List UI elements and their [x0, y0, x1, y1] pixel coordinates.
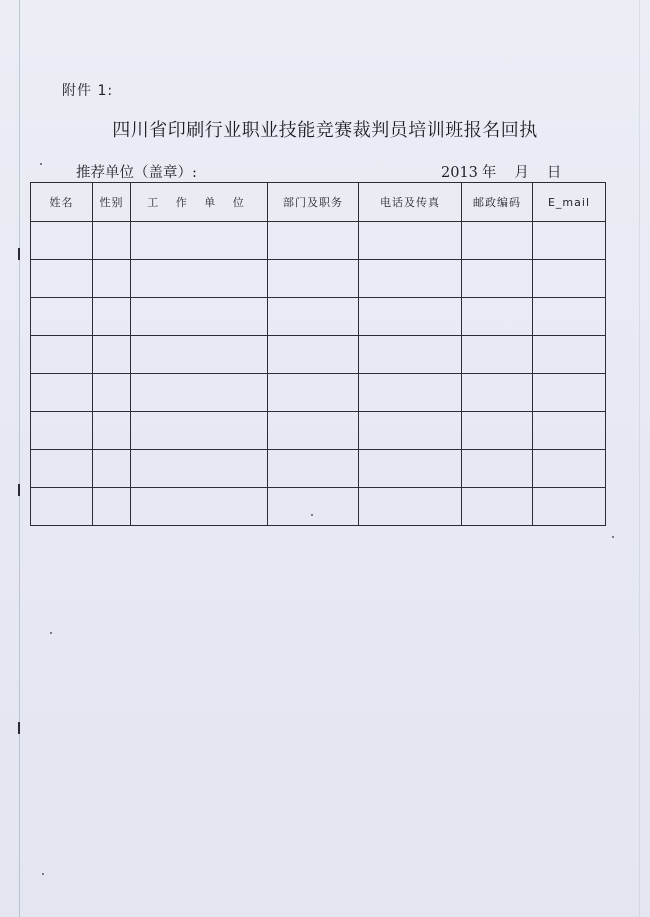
cell-work-unit [131, 298, 268, 336]
cell-department-position [268, 298, 359, 336]
binding-mark [18, 722, 20, 734]
cell-department-position [268, 260, 359, 298]
cell-phone-fax [359, 374, 462, 412]
cell-department-position [268, 222, 359, 260]
date-month-unit: 月 [514, 165, 529, 181]
cell-name [31, 298, 93, 336]
cell-postal-code [462, 336, 533, 374]
date-year-unit: 年 [481, 165, 497, 181]
table-row [31, 222, 606, 260]
cell-postal-code [462, 488, 533, 526]
cell-email [533, 336, 606, 374]
cell-email [533, 488, 606, 526]
cell-gender [93, 336, 131, 374]
cell-email [533, 222, 606, 260]
table-row [31, 412, 606, 450]
cell-email [533, 412, 606, 450]
cell-name [31, 412, 93, 450]
date-line [441, 161, 561, 182]
scan-speck [50, 632, 52, 634]
table-row [31, 488, 606, 526]
cell-gender [93, 412, 131, 450]
scan-speck [42, 873, 44, 875]
scan-speck [612, 536, 614, 538]
table-row [31, 298, 606, 336]
cell-postal-code [462, 450, 533, 488]
cell-postal-code [462, 374, 533, 412]
table-row [31, 374, 606, 412]
cell-gender [93, 222, 131, 260]
cell-postal-code [462, 260, 533, 298]
cell-name [31, 374, 93, 412]
cell-work-unit [131, 336, 268, 374]
table-row [31, 260, 606, 298]
cell-work-unit [131, 374, 268, 412]
cell-phone-fax [359, 298, 462, 336]
cell-gender [93, 374, 131, 412]
cell-email [533, 450, 606, 488]
cell-postal-code [462, 222, 533, 260]
header-department-position: 部门及职务 [268, 183, 359, 222]
cell-email [533, 298, 606, 336]
cell-name [31, 450, 93, 488]
cell-phone-fax [359, 260, 462, 298]
recommending-unit-label: 推荐单位（盖章）: [76, 165, 197, 181]
cell-phone-fax [359, 488, 462, 526]
date-year: 2013 [441, 165, 478, 181]
header-email: E_mail [533, 183, 606, 222]
cell-department-position [268, 336, 359, 374]
cell-phone-fax [359, 450, 462, 488]
cell-name [31, 260, 93, 298]
binding-mark [18, 484, 20, 496]
cell-name [31, 222, 93, 260]
scan-speck [40, 163, 42, 165]
cell-email [533, 374, 606, 412]
header-work-unit: 工 作 单 位 [131, 183, 268, 222]
cell-phone-fax [359, 336, 462, 374]
cell-department-position [268, 412, 359, 450]
cell-work-unit [131, 488, 268, 526]
cell-department-position [268, 450, 359, 488]
header-name: 姓名 [31, 183, 93, 222]
cell-gender [93, 450, 131, 488]
cell-gender [93, 298, 131, 336]
attachment-label: 附件 1: [62, 83, 114, 99]
binding-mark [18, 248, 20, 260]
cell-postal-code [462, 412, 533, 450]
cell-gender [93, 260, 131, 298]
cell-phone-fax [359, 222, 462, 260]
date-day-unit: 日 [546, 165, 562, 181]
cell-work-unit [131, 412, 268, 450]
header-phone-fax: 电话及传真 [359, 183, 462, 222]
cell-department-position [268, 374, 359, 412]
cell-phone-fax [359, 412, 462, 450]
cell-work-unit [131, 450, 268, 488]
registration-table [30, 182, 606, 526]
header-gender: 性别 [93, 183, 131, 222]
table-row [31, 336, 606, 374]
cell-postal-code [462, 298, 533, 336]
cell-name [31, 336, 93, 374]
cell-name [31, 488, 93, 526]
table-header-row [31, 183, 606, 222]
cell-gender [93, 488, 131, 526]
header-postal-code: 邮政编码 [462, 183, 533, 222]
cell-work-unit [131, 222, 268, 260]
page-title: 四川省印刷行业职业技能竞赛裁判员培训班报名回执 [112, 120, 538, 141]
cell-work-unit [131, 260, 268, 298]
cell-department-position [268, 488, 359, 526]
cell-email [533, 260, 606, 298]
table-row [31, 450, 606, 488]
